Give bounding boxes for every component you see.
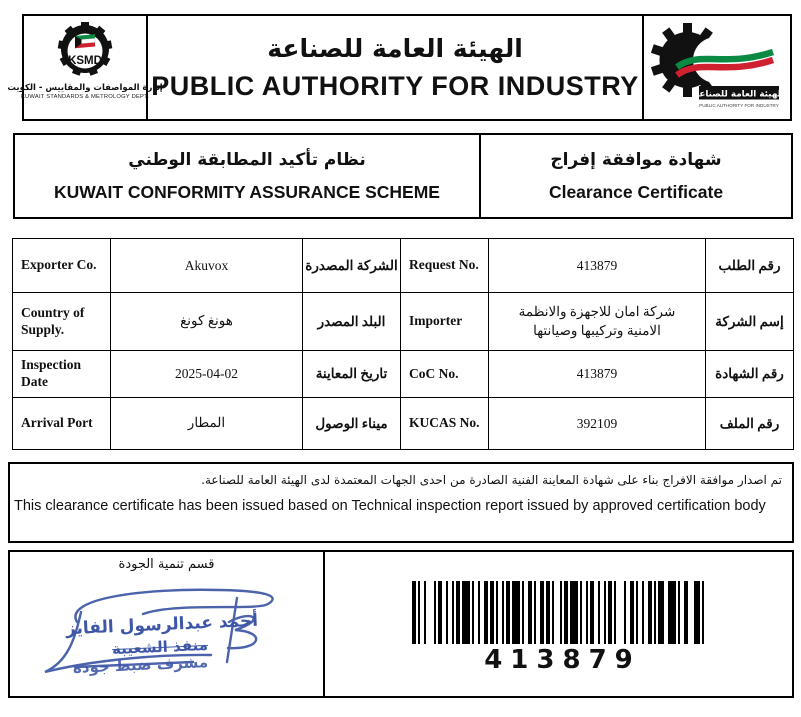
importer-value: شركة امان للاجهزة والانظمة الامنية وتركيبها وصيانتها — [489, 293, 706, 351]
statement-box — [8, 462, 794, 543]
details-table — [12, 238, 794, 450]
kuwait-flag-icon — [75, 34, 95, 48]
country-value: هونغ كونغ — [111, 293, 303, 351]
certificate-title-arabic: شهادة موافقة إفراج — [550, 149, 722, 170]
stamp-name: أحمد عبدالرسول الفايز — [65, 610, 259, 640]
kucas-no-value: 392109 — [489, 398, 706, 450]
importer-label-arabic: إسم الشركة — [706, 293, 794, 351]
kucas-no-label-arabic: رقم الملف — [706, 398, 794, 450]
stamp-title: منفذ الشعيبة — [111, 635, 209, 659]
pai-logo — [644, 16, 790, 119]
pai-label-arabic: الهيئة العامة للصناعة — [694, 89, 784, 99]
scheme-title-arabic: نظام تأكيد المطابقة الوطني — [128, 149, 366, 170]
certificate-title-english: Clearance Certificate — [548, 181, 724, 202]
signature — [15, 582, 320, 697]
pai-label-english: PUBLIC AUTHORITY FOR INDUSTRY — [699, 102, 779, 108]
coc-no-label: CoC No. — [401, 351, 489, 398]
ksmd-acronym: KSMD — [68, 55, 102, 67]
kucas-no-label: KUCAS No. — [401, 398, 489, 450]
authority-title-arabic: الهيئة العامة للصناعة — [267, 34, 523, 64]
importer-label: Importer — [401, 293, 489, 351]
inspection-date-label: Inspection Date — [13, 351, 111, 398]
scheme-title-english: KUWAIT CONFORMITY ASSURANCE SCHEME — [54, 181, 440, 202]
exporter-value: Akuvox — [111, 239, 303, 293]
table-row — [13, 293, 794, 351]
ksmd-logo — [7, 16, 163, 119]
inspection-date-value: 2025-04-02 — [111, 351, 303, 398]
bottom-box — [8, 550, 794, 698]
ksmd-label-arabic: إدارة المواصفات والمقاييس - الكويت — [7, 83, 163, 93]
table-row — [13, 351, 794, 398]
barcode-value: 413879 — [484, 645, 641, 675]
subheader-box — [13, 133, 793, 219]
stamp-role: مشرف ضبط جودة — [72, 653, 209, 677]
request-no-value: 413879 — [489, 239, 706, 293]
country-label: Country of Supply. — [13, 293, 111, 351]
authority-title-english: PUBLIC AUTHORITY FOR INDUSTRY — [151, 70, 639, 101]
request-no-label-arabic: رقم الطلب — [706, 239, 794, 293]
arrival-port-label: Arrival Port — [13, 398, 111, 450]
statement-english: This clearance certificate has been issued based on Technical inspection report issued by approved certification body — [14, 498, 766, 514]
department-label: قسم تنمية الجودة — [118, 557, 215, 572]
coc-no-label-arabic: رقم الشهادة — [706, 351, 794, 398]
ksmd-label-english: KUWAIT STANDARDS & METROLOGY DEPT. — [20, 94, 150, 100]
header-box — [7, 14, 792, 121]
barcode-cell — [325, 552, 792, 696]
statement-arabic: تم اصدار موافقة الافراج بناء على شهادة المعاينة الفنية الصادرة من احدى الجهات المعتمدة لدى الهيئة العامة للصناعة. — [201, 473, 782, 487]
certificate-cell — [481, 135, 791, 217]
signature-cell — [10, 552, 325, 696]
pai-gear-icon — [649, 20, 785, 116]
exporter-label: Exporter Co. — [13, 239, 111, 293]
coc-no-value: 413879 — [489, 351, 706, 398]
scheme-cell — [15, 135, 481, 217]
arrival-port-value: المطار — [111, 398, 303, 450]
exporter-label-arabic: الشركة المصدرة — [303, 239, 401, 293]
inspection-date-label-arabic: تاريخ المعاينة — [303, 351, 401, 398]
barcode-icon — [412, 581, 706, 644]
header-title-cell — [148, 16, 644, 119]
country-label-arabic: البلد المصدر — [303, 293, 401, 351]
table-row — [13, 239, 794, 293]
request-no-label: Request No. — [401, 239, 489, 293]
arrival-port-label-arabic: ميناء الوصول — [303, 398, 401, 450]
ksmd-gear-icon — [33, 20, 137, 82]
table-row — [13, 398, 794, 450]
